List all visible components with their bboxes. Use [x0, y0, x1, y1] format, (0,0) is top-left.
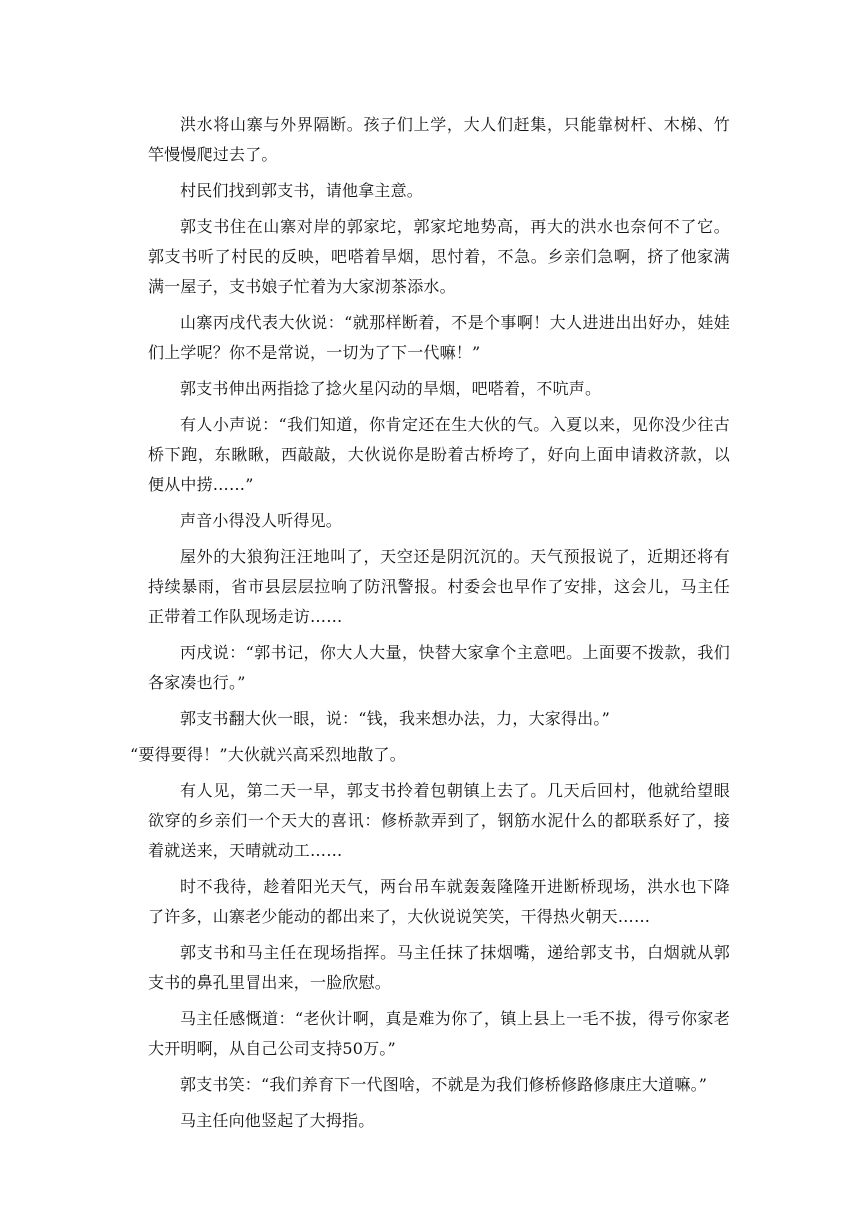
paragraph-16: 郭支书笑：“我们养育下一代图啥，不就是为我们修桥修路修康庄大道嘛。” [180, 1075, 708, 1094]
paragraph-15: 马主任感慨道：“老伙计啊，真是难为你了，镇上县上一毛不拔，得亏你家老大开明啊，从自己公司支持50万。” [148, 1009, 730, 1058]
paragraph-1: 洪水将山寨与外界隔断。孩子们上学，大人们赶集，只能靠树杆、木梯、竹竿慢慢爬过去了。 [148, 115, 730, 164]
document-page [130, 110, 730, 1142]
paragraph-4: 山寨丙戌代表大伙说：“就那样断着，不是个事啊！大人进进出出好办，娃娃们上学呢？你不是常说，一切为了下一代嘛！” [148, 313, 730, 362]
paragraph-10: 郭支书翻大伙一眼，说：“钱，我来想办法，力，大家得出。” [180, 709, 610, 728]
paragraph-3: 郭支书住在山寨对岸的郭家坨，郭家坨地势高，再大的洪水也奈何不了它。郭支书听了村民的反映，吧嗒着旱烟，思忖着，不急。乡亲们急啊，挤了他家满满一屋子，支书娘子忙着为大家沏茶添水。 [148, 217, 730, 296]
paragraph-7: 声音小得没人听得见。 [180, 511, 343, 530]
paragraph-5: 郭支书伸出两指捻了捻火星闪动的旱烟，吧嗒着，不吭声。 [180, 379, 602, 398]
paragraph-14: 郭支书和马主任在现场指挥。马主任抹了抹烟嘴，递给郭支书，白烟就从郭支书的鼻孔里冒出来，一脸欣慰。 [148, 943, 730, 992]
paragraph-12: 有人见，第二天一早，郭支书拎着包朝镇上去了。几天后回村，他就给望眼欲穿的乡亲们一个天大的喜讯：修桥款弄到了，钢筋水泥什么的都联系好了，接着就送来，天晴就动工…… [148, 781, 730, 860]
paragraph-11: “要得要得！”大伙就兴高采烈地散了。 [130, 745, 406, 764]
paragraph-9: 丙戌说：“郭书记，你大人大量，快替大家拿个主意吧。上面要不拨款，我们各家凑也行。” [148, 643, 730, 692]
paragraph-2: 村民们找到郭支书，请他拿主意。 [180, 181, 424, 200]
paragraph-8: 屋外的大狼狗汪汪地叫了，天空还是阴沉沉的。天气预报说了，近期还将有持续暴雨，省市县层层拉响了防汛警报。村委会也早作了安排，这会儿，马主任正带着工作队现场走访…… [148, 547, 730, 626]
paragraph-17: 马主任向他竖起了大拇指。 [180, 1111, 375, 1130]
paragraph-6: 有人小声说：“我们知道，你肯定还在生大伙的气。入夏以来，见你没少往古桥下跑，东瞅瞅，西敲敲，大伙说你是盼着古桥垮了，好向上面申请救济款，以便从中捞……” [148, 415, 730, 494]
paragraph-13: 时不我待，趁着阳光天气，两台吊车就轰轰隆隆开进断桥现场，洪水也下降了许多，山寨老少能动的都出来了，大伙说说笑笑，干得热火朝天…… [148, 877, 730, 926]
